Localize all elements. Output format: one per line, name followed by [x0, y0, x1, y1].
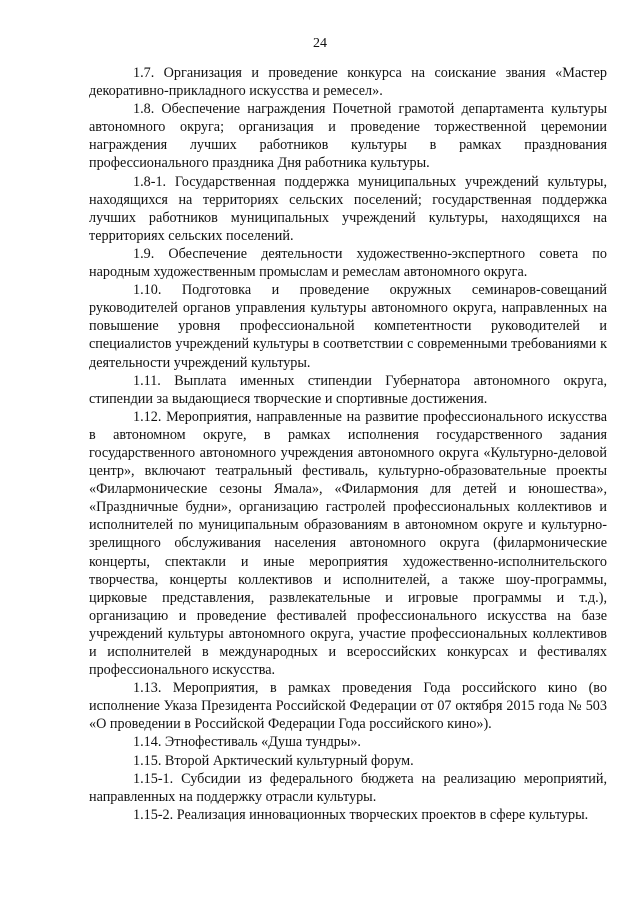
paragraph-1-13: 1.13. Мероприятия, в рамках проведения Года российского кино (во исполнение Указа Президента Российской Федерации от 07 октября 2015 года № 503 «О проведении в Российской Федерации Года российского кино»). [89, 680, 607, 733]
paragraph-1-15-2: 1.15-2. Реализация инновационных творческих проектов в сфере культуры. [133, 806, 589, 823]
page-number: 24 [313, 36, 327, 51]
paragraph-1-11: 1.11. Выплата именных стипендии Губернатора автономного округа, стипендии за выдающиеся творческие и спортивные достижения. [89, 372, 607, 407]
paragraph-1-8-1: 1.8-1. Государственная поддержка муниципальных учреждений культуры, находящихся на территориях сельских поселений; государственная поддержка лучших работников муниципальных учреждений культуры, находящихся на территориях сельских поселений. [89, 173, 607, 244]
paragraph-1-10: 1.10. Подготовка и проведение окружных семинаров-совещаний руководителей органов управления культуры автономного округа, направленных на повышение уровня профессиональной компетентности руководителей и специалистов учреждений культуры в соответствии с современными требованиями к деятельности учреждений культуры. [89, 282, 607, 371]
paragraph-1-9: 1.9. Обеспечение деятельности художественно-экспертного совета по народным художественным промыслам и ремеслам автономного округа. [89, 245, 607, 281]
paragraph-1-15: 1.15. Второй Арктический культурный форум. [133, 752, 414, 769]
paragraph-1-15-1: 1.15-1. Субсидии из федерального бюджета на реализацию мероприятий, направленных на поддержку отрасли культуры. [89, 770, 607, 805]
paragraph-1-14: 1.14. Этнофестиваль «Душа тундры». [133, 734, 361, 751]
paragraph-1-8: 1.8. Обеспечение награждения Почетной грамотой департамента культуры автономного округа; организация и проведение торжественной церемонии награждения лучших работников культуры в рамках празднования профессионального праздника Дня работника культуры. [89, 101, 607, 172]
paragraph-1-12: 1.12. Мероприятия, направленные на развитие профессионального искусства в автономном округе, в рамках исполнения государственного задания государственного автономного учреждения автономного округа «Культурно-деловой центр», включают театральный фестиваль, культурно-образовательные проекты «Филармонические сезоны Ямала», «Филармония для детей и юношества», «Праздничные будни», организацию гастролей профессиональных коллективов и исполнителей по муниципальным образованиям в автономном округе и культурно-зрелищного обслуживания населения автономного округа (филармонические концерты, спектакли и иные мероприятия художественно-исполнительского творчества, концерты коллективов и исполнителей, а также шоу-программы, цирковые представления, развлекательные и игровые программы и т.д.), организацию и проведение фестивалей профессионального искусства на базе учреждений культуры автономного округа, участие профессиональных коллективов и исполнителей в международных и всероссийских конкурсах и фестивалях профессионального искусства. [89, 408, 607, 679]
document-body [89, 64, 607, 824]
paragraph-1-7: 1.7. Организация и проведение конкурса на соискание звания «Мастер декоративно-прикладного искусства и ремесел». [89, 65, 607, 100]
